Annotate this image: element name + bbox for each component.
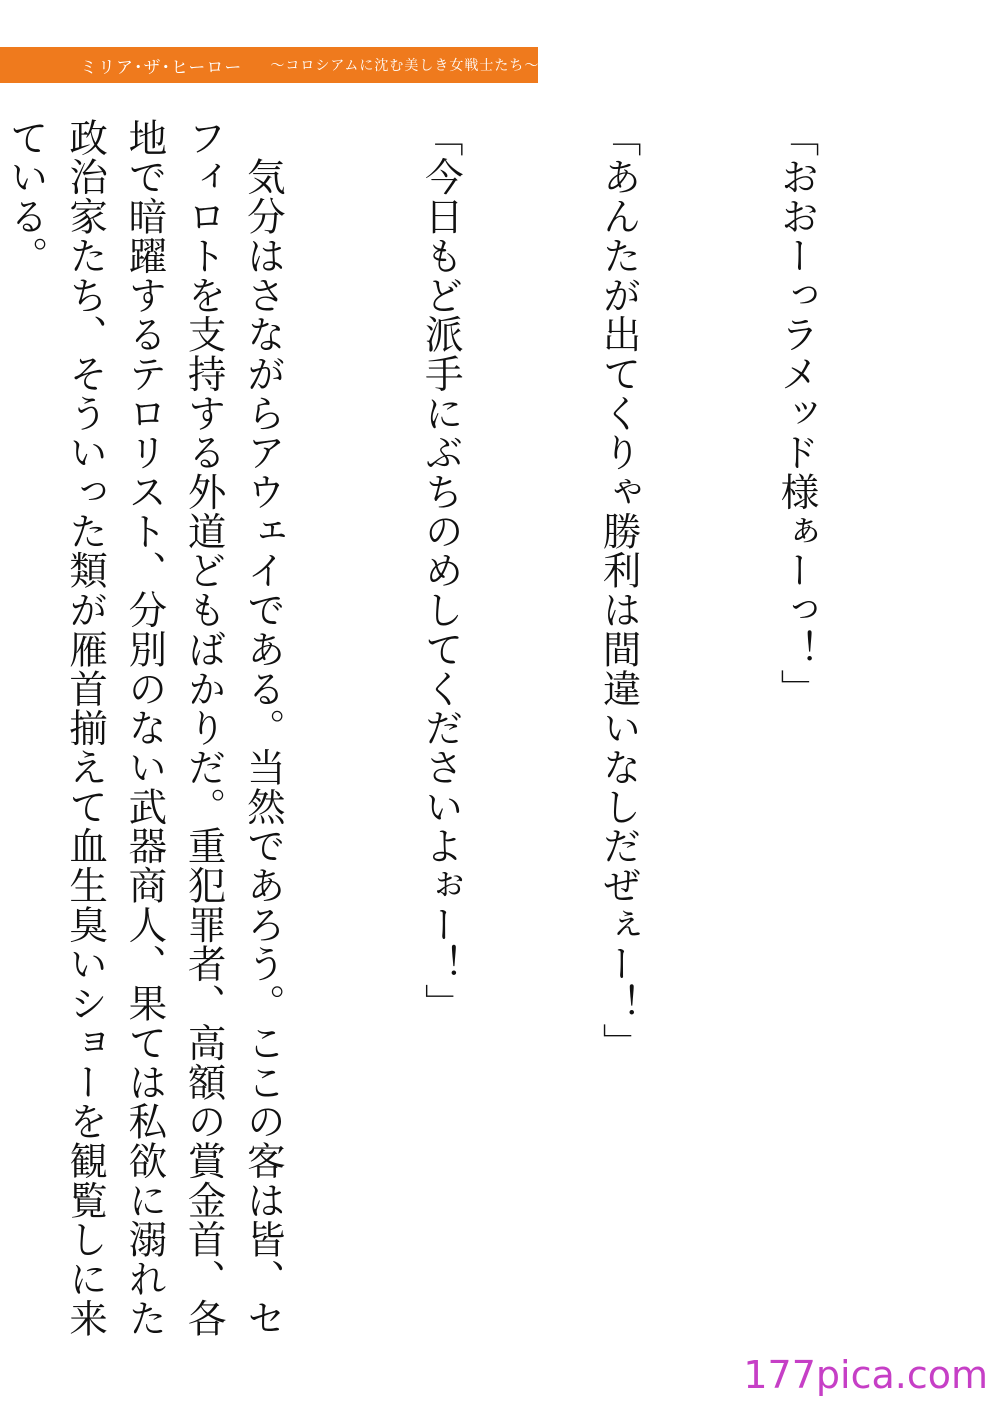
paragraph: 「あんたが出てくりゃ勝利は間違いなしだぜぇー！」 [596,118,642,1063]
paragraph: 「今日もど派手にぶちのめしてくださいよぉー！」 [418,118,464,1024]
running-header [0,47,538,83]
book-title: ミリア･ザ･ヒーロー [80,57,243,78]
book-subtitle: ～コロシアムに沈む美しき女戦士たち～ [270,58,540,74]
watermark: 177pica.com [743,1353,988,1397]
paragraph: 気分はさながらアウェイである。当然であろう。ここの客は皆、セフィロトを支持する外道どもばかりだ。重犯罪者、高額の賞金首、各地で暗躍するテロリスト、分別のない武器商人、果ては私欲に溺れた政治家たち、そういった類が雁首揃えて血生臭いショーを観覧しに来ている。 [3,118,286,1338]
paragraph: 「おおーっラメッド様ぁーっ！」 [774,118,820,709]
vertical-body-text [3,118,945,1358]
